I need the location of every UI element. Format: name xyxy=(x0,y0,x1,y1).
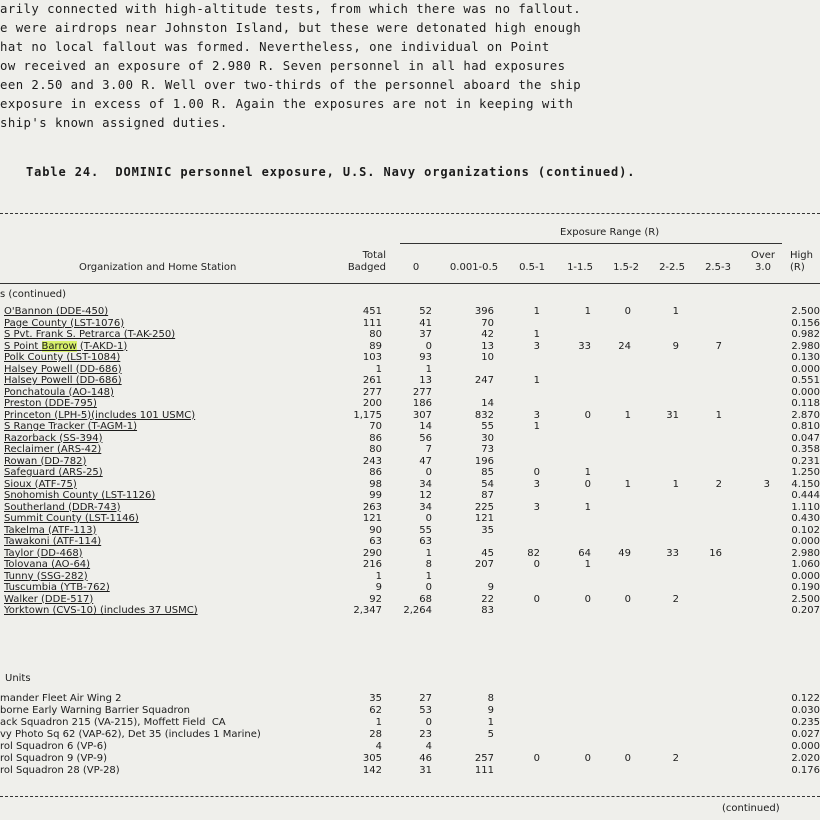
table-cell: 53 xyxy=(419,705,432,716)
table-cell: 0 xyxy=(584,409,591,421)
table-cell: 0.810 xyxy=(791,421,820,432)
organization-name: vy Photo Sq 62 (VAP-62), Det 35 (includes 1 Marine) xyxy=(0,729,261,740)
table-cell: 1 xyxy=(715,409,722,421)
table-cell: 34 xyxy=(419,501,432,513)
table-cell: 8 xyxy=(425,559,432,570)
table-cell: 7 xyxy=(715,340,722,352)
table-cell: 90 xyxy=(369,524,382,536)
table-cell: 16 xyxy=(709,547,722,559)
table-cell: 0.235 xyxy=(791,717,820,728)
range4-header: 1.5-2 xyxy=(613,262,639,273)
table-cell: 261 xyxy=(362,375,382,386)
range2-header: 0.5-1 xyxy=(519,262,545,273)
organization-name: Preston (DDE-795) xyxy=(4,398,97,409)
table-cell: 0.551 xyxy=(791,375,820,386)
organization-name: Yorktown (CVS-10) (includes 37 USMC) xyxy=(4,605,198,616)
table-cell: 49 xyxy=(618,547,631,559)
table-cell: 0.000 xyxy=(791,570,820,582)
exposure-range-rule xyxy=(400,243,782,244)
table-cell: 0 xyxy=(624,306,631,317)
table-cell: 1 xyxy=(584,559,591,570)
table-caption: Table 24. DOMINIC personnel exposure, U.S. Navy organizations (continued). xyxy=(26,165,636,179)
table-cell: 2,264 xyxy=(403,605,432,616)
organization-name: Snohomish County (LST-1126) xyxy=(4,490,156,501)
organization-name: Tuscumbia (YTB-762) xyxy=(4,582,110,593)
table-cell: 28 xyxy=(369,729,382,740)
table-cell: 85 xyxy=(481,467,494,478)
paragraph-line: exposure in excess of 1.00 R. Again the exposures are not in keeping with xyxy=(0,97,574,111)
table-cell: 1 xyxy=(533,375,540,386)
table-cell: 0 xyxy=(584,478,591,490)
table-cell: 13 xyxy=(419,375,432,386)
organization-name: Tunny (SSG-282) xyxy=(4,570,88,582)
table-cell: 0.118 xyxy=(791,398,820,409)
table-cell: 83 xyxy=(481,605,494,616)
table-cell: 34 xyxy=(419,478,432,490)
total-header-1: Total xyxy=(362,250,386,261)
table-cell: 0 xyxy=(425,467,432,478)
table-cell: 0 xyxy=(425,340,432,352)
paragraph-line: ship's known assigned duties. xyxy=(0,116,228,130)
table-cell: 46 xyxy=(419,753,432,764)
table-cell: 1 xyxy=(425,363,432,375)
table-cell: 3 xyxy=(533,501,540,513)
over-header-1: Over xyxy=(750,250,776,261)
table-cell: 70 xyxy=(481,317,494,329)
paragraph-line: arily connected with high-altitude tests, from which there was no fallout. xyxy=(0,2,582,16)
table-cell: 3 xyxy=(763,478,770,490)
table-cell: 22 xyxy=(481,593,494,605)
organization-name: Polk County (LST-1084) xyxy=(4,352,121,363)
table-cell: 0.207 xyxy=(791,605,820,616)
exposure-range-header: Exposure Range (R) xyxy=(560,227,660,238)
table-cell: 10 xyxy=(481,352,494,363)
table-cell: 70 xyxy=(369,421,382,432)
organization-name: mander Fleet Air Wing 2 xyxy=(0,693,122,704)
table-cell: 0.000 xyxy=(791,741,820,752)
table-cell: 56 xyxy=(419,432,432,444)
table-cell: 54 xyxy=(481,478,494,490)
range6-header: 2.5-3 xyxy=(705,262,731,273)
table-cell: 52 xyxy=(419,306,432,317)
table-cell: 0.982 xyxy=(791,329,820,340)
table-cell: 1 xyxy=(375,363,382,375)
table-cell: 0.190 xyxy=(791,582,820,593)
table-cell: 2.020 xyxy=(791,753,820,764)
organization-name: Tolovana (AO-64) xyxy=(4,559,91,570)
organization-name: Razorback (SS-394) xyxy=(4,432,103,444)
table-cell: 1 xyxy=(533,306,540,317)
table-cell: 80 xyxy=(369,444,382,455)
table-cell: 1.060 xyxy=(791,559,820,570)
table-cell: 0 xyxy=(584,593,591,605)
table-cell: 2.870 xyxy=(791,409,820,421)
table-cell: 0 xyxy=(425,717,432,728)
table-cell: 307 xyxy=(412,409,432,421)
table-cell: 13 xyxy=(481,340,494,352)
table-cell: 8 xyxy=(487,693,494,704)
table-cell: 305 xyxy=(362,753,382,764)
table-cell: 63 xyxy=(369,536,382,547)
table-cell: 41 xyxy=(419,317,432,329)
table-cell: 1.110 xyxy=(791,501,820,513)
table-cell: 55 xyxy=(419,524,432,536)
table-cell: 0.156 xyxy=(791,317,820,329)
table-bottom-rule xyxy=(0,796,820,797)
table-cell: 207 xyxy=(474,559,494,570)
table-cell: 64 xyxy=(578,547,591,559)
organization-name: Princeton (LPH-5)(includes 101 USMC) xyxy=(4,409,196,421)
table-cell: 1 xyxy=(672,306,679,317)
table-cell: 98 xyxy=(369,478,382,490)
table-cell: 99 xyxy=(369,490,382,501)
organization-name: S Pvt. Frank S. Petrarca (T-AK-250) xyxy=(4,329,176,340)
table-cell: 0.444 xyxy=(791,490,820,501)
table-cell: 4 xyxy=(375,741,382,752)
table-cell: 0 xyxy=(425,513,432,524)
table-cell: 0 xyxy=(584,753,591,764)
organization-name: ack Squadron 215 (VA-215), Moffett Field CA xyxy=(0,717,226,728)
paragraph-line: ow received an exposure of 2.980 R. Seven personnel in all had exposures xyxy=(0,59,566,73)
table-cell: 45 xyxy=(481,547,494,559)
table-cell: 42 xyxy=(481,329,494,340)
organization-name: Page County (LST-1076) xyxy=(4,317,125,329)
organization-name: Sioux (ATF-75) xyxy=(4,478,77,490)
table-cell: 0.047 xyxy=(791,432,820,444)
table-cell: 0 xyxy=(624,753,631,764)
table-cell: 121 xyxy=(474,513,494,524)
table-cell: 35 xyxy=(481,524,494,536)
table-cell: 0.000 xyxy=(791,536,820,547)
table-cell: 0.358 xyxy=(791,444,820,455)
range1-header: 0.001-0.5 xyxy=(449,262,499,273)
table-cell: 55 xyxy=(481,421,494,432)
table-cell: 14 xyxy=(419,421,432,432)
table-cell: 9 xyxy=(487,582,494,593)
table-cell: 3 xyxy=(533,478,540,490)
table-cell: 0.176 xyxy=(791,765,820,776)
table-cell: 0.000 xyxy=(791,363,820,375)
table-cell: 63 xyxy=(419,536,432,547)
zero-header: 0 xyxy=(412,262,420,273)
header-bottom-rule xyxy=(0,283,820,284)
table-cell: 1 xyxy=(425,570,432,582)
table-cell: 142 xyxy=(362,765,382,776)
organization-name: rol Squadron 28 (VP-28) xyxy=(0,765,120,776)
table-cell: 3 xyxy=(533,409,540,421)
table-cell: 62 xyxy=(369,705,382,716)
paragraph-line: hat no local fallout was formed. Nevertheless, one individual on Point xyxy=(0,40,550,54)
table-cell: 225 xyxy=(474,501,494,513)
organization-name: Safeguard (ARS-25) xyxy=(4,467,103,478)
continued-note: (continued) xyxy=(722,803,780,814)
table-cell: 2 xyxy=(672,593,679,605)
table-cell: 0 xyxy=(533,559,540,570)
table-cell: 4 xyxy=(425,741,432,752)
table-cell: 2,347 xyxy=(353,605,382,616)
organization-name: Takelma (ATF-113) xyxy=(4,524,97,536)
organization-name: Tawakoni (ATF-114) xyxy=(4,536,102,547)
table-cell: 37 xyxy=(419,329,432,340)
table-cell: 2.500 xyxy=(791,593,820,605)
table-cell: 2.980 xyxy=(791,547,820,559)
table-cell: 1 xyxy=(487,717,494,728)
table-cell: 12 xyxy=(419,490,432,501)
table-cell: 24 xyxy=(618,340,631,352)
table-cell: 1 xyxy=(425,547,432,559)
table-cell: 9 xyxy=(487,705,494,716)
table-cell: 0 xyxy=(533,593,540,605)
table-cell: 451 xyxy=(362,306,382,317)
table-cell: 0.130 xyxy=(791,352,820,363)
organization-name: Walker (DDE-517) xyxy=(4,593,94,605)
paragraph-line: e were airdrops near Johnston Island, but these were detonated high enough xyxy=(0,21,582,35)
organization-name: Halsey Powell (DD-686) xyxy=(4,375,122,386)
table-cell: 80 xyxy=(369,329,382,340)
table-cell: 0 xyxy=(425,582,432,593)
table-cell: 92 xyxy=(369,593,382,605)
organization-name: Southerland (DDR-743) xyxy=(4,501,121,513)
table-cell: 5 xyxy=(487,729,494,740)
table-top-rule xyxy=(0,213,820,214)
table-cell: 27 xyxy=(419,693,432,704)
table-cell: 1 xyxy=(584,501,591,513)
table-cell: 111 xyxy=(474,765,494,776)
table-cell: 9 xyxy=(375,582,382,593)
table-cell: 30 xyxy=(481,432,494,444)
organization-name: Reclaimer (ARS-42) xyxy=(4,444,102,455)
table-cell: 1,175 xyxy=(353,409,382,421)
table-cell: 31 xyxy=(666,409,679,421)
table-cell: 31 xyxy=(419,765,432,776)
table-cell: 2 xyxy=(715,478,722,490)
table-cell: 0.000 xyxy=(791,386,820,398)
table-cell: 35 xyxy=(369,693,382,704)
table-cell: 111 xyxy=(362,317,382,329)
table-cell: 277 xyxy=(412,386,432,398)
high-header-1: High xyxy=(790,250,813,261)
table-cell: 86 xyxy=(369,467,382,478)
over-header-2: 3.0 xyxy=(755,262,771,273)
table-cell: 7 xyxy=(425,444,432,455)
table-cell: 1 xyxy=(533,421,540,432)
organization-name: Rowan (DD-782) xyxy=(4,455,87,467)
organization-name: Ponchatoula (AO-148) xyxy=(4,386,114,398)
table-cell: 4.150 xyxy=(791,478,820,490)
table-cell: 89 xyxy=(369,340,382,352)
table-cell: 196 xyxy=(474,455,494,467)
table-cell: 9 xyxy=(672,340,679,352)
table-cell: 216 xyxy=(362,559,382,570)
table-cell: 0 xyxy=(624,593,631,605)
table-cell: 1 xyxy=(533,329,540,340)
table-cell: 263 xyxy=(362,501,382,513)
range5-header: 2-2.5 xyxy=(659,262,685,273)
table-cell: 0.030 xyxy=(791,705,820,716)
table-cell: 68 xyxy=(419,593,432,605)
organization-name: borne Early Warning Barrier Squadron xyxy=(0,705,190,716)
table-cell: 1.250 xyxy=(791,467,820,478)
table-cell: 1 xyxy=(375,570,382,582)
table-cell: 1 xyxy=(375,717,382,728)
table-cell: 0.027 xyxy=(791,729,820,740)
organization-name: S Point Barrow (T-AKD-1) xyxy=(4,340,128,352)
table-cell: 73 xyxy=(481,444,494,455)
table-cell: 832 xyxy=(474,409,494,421)
total-header-2: Badged xyxy=(347,262,386,273)
table-cell: 1 xyxy=(584,467,591,478)
table-cell: 0.231 xyxy=(791,455,820,467)
table-cell: 0.122 xyxy=(791,693,820,704)
table-cell: 82 xyxy=(527,547,540,559)
table-cell: 0.430 xyxy=(791,513,820,524)
organization-name: Taylor (DD-468) xyxy=(4,547,83,559)
table-cell: 3 xyxy=(533,340,540,352)
organization-name: S Range Tracker (T-AGM-1) xyxy=(4,421,138,432)
table-cell: 1 xyxy=(624,409,631,421)
table-cell: 277 xyxy=(362,386,382,398)
table-cell: 23 xyxy=(419,729,432,740)
table-cell: 93 xyxy=(419,352,432,363)
table-cell: 103 xyxy=(362,352,382,363)
table-cell: 247 xyxy=(474,375,494,386)
table-cell: 0.102 xyxy=(791,524,820,536)
table-cell: 33 xyxy=(666,547,679,559)
table-cell: 186 xyxy=(412,398,432,409)
section-label: Units xyxy=(5,673,31,684)
table-cell: 1 xyxy=(584,306,591,317)
table-cell: 257 xyxy=(474,753,494,764)
high-header-2: (R) xyxy=(790,262,805,273)
organization-name: rol Squadron 9 (VP-9) xyxy=(0,753,107,764)
table-cell: 2.500 xyxy=(791,306,820,317)
table-cell: 0 xyxy=(533,467,540,478)
table-cell: 47 xyxy=(419,455,432,467)
organization-header: Organization and Home Station xyxy=(79,262,237,273)
organization-name: Summit County (LST-1146) xyxy=(4,513,139,524)
table-cell: 290 xyxy=(362,547,382,559)
range3-header: 1-1.5 xyxy=(567,262,593,273)
table-cell: 2 xyxy=(672,753,679,764)
table-cell: 33 xyxy=(578,340,591,352)
table-cell: 200 xyxy=(362,398,382,409)
table-cell: 0 xyxy=(533,753,540,764)
table-cell: 121 xyxy=(362,513,382,524)
table-cell: 396 xyxy=(474,306,494,317)
organization-name: Halsey Powell (DD-686) xyxy=(4,363,122,375)
table-cell: 1 xyxy=(624,478,631,490)
table-cell: 87 xyxy=(481,490,494,501)
table-cell: 2.980 xyxy=(791,340,820,352)
table-cell: 243 xyxy=(362,455,382,467)
table-cell: 1 xyxy=(672,478,679,490)
table-cell: 14 xyxy=(481,398,494,409)
organization-name: O'Bannon (DDE-450) xyxy=(4,306,109,317)
table-cell: 86 xyxy=(369,432,382,444)
section-label: s (continued) xyxy=(0,289,67,300)
organization-name: rol Squadron 6 (VP-6) xyxy=(0,741,107,752)
highlight-mark: Barrow xyxy=(41,340,77,352)
paragraph-line: een 2.50 and 3.00 R. Well over two-thirds of the personnel aboard the ship xyxy=(0,78,582,92)
